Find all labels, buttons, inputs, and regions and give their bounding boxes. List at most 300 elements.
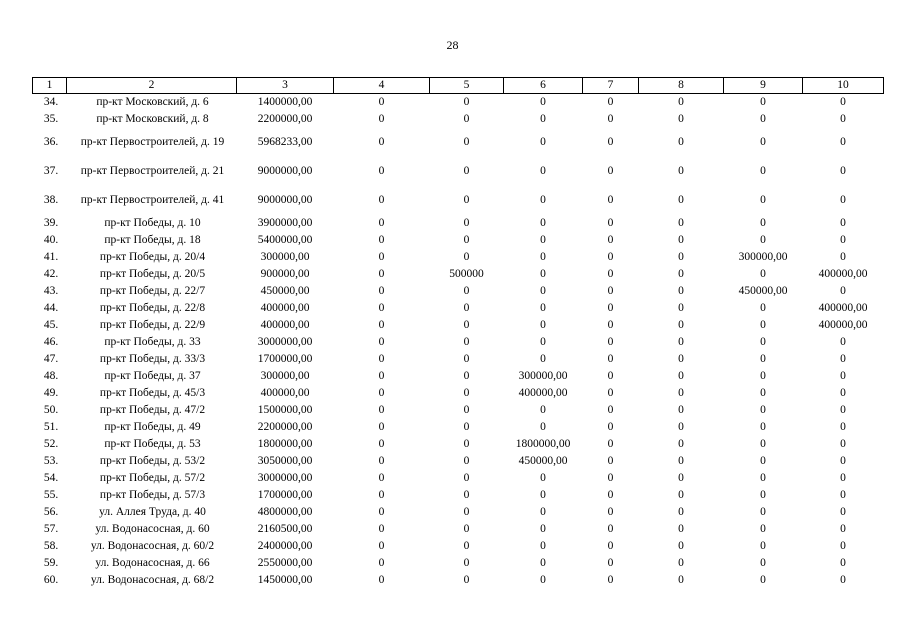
cell-col-6: 0: [540, 336, 546, 348]
cell-row-number: 55.: [43, 489, 59, 501]
cell-col-5: 0: [463, 523, 470, 535]
cell-col-5: 0: [463, 421, 470, 433]
cell-col-5: 0: [463, 370, 470, 382]
cell-col-8: 0: [678, 165, 684, 177]
table-row: [33, 232, 884, 249]
cell-amount: 400000,00: [260, 319, 310, 331]
cell-col-7: 0: [607, 489, 614, 501]
cell-col-9: 0: [760, 387, 766, 399]
cell-col-10: 0: [840, 336, 846, 348]
column-header: 7: [583, 78, 639, 94]
cell-col-8: 0: [678, 438, 684, 450]
cell-address: пр-кт Победы, д. 53: [104, 438, 201, 450]
cell-col-7: 0: [607, 302, 614, 314]
cell-amount: 1450000,00: [257, 574, 313, 586]
cell-col-8: 0: [678, 285, 684, 297]
cell-col-6: 0: [540, 217, 546, 229]
cell-col-8: 0: [678, 234, 684, 246]
cell-col-9: 450000,00: [738, 285, 788, 297]
cell-col-7: 0: [607, 268, 614, 280]
cell-col-9: 0: [760, 523, 766, 535]
cell-col-6: 0: [540, 234, 546, 246]
cell-col-4: 0: [378, 234, 385, 246]
cell-col-7: 0: [607, 136, 614, 148]
cell-col-6: 300000,00: [518, 370, 568, 382]
cell-address: пр-кт Московский, д. 8: [96, 113, 209, 125]
cell-col-4: 0: [378, 489, 385, 501]
table-row: [33, 334, 884, 351]
cell-col-7: 0: [607, 113, 614, 125]
cell-col-7: 0: [607, 472, 614, 484]
cell-col-9: 0: [760, 268, 766, 280]
cell-col-5: 0: [463, 234, 470, 246]
cell-col-4: 0: [378, 506, 385, 518]
cell-address: пр-кт Московский, д. 6: [96, 96, 209, 108]
table-row: [33, 453, 884, 470]
cell-row-number: 34.: [43, 96, 59, 108]
cell-col-10: 0: [840, 506, 846, 518]
cell-col-4: 0: [378, 557, 385, 569]
table-row: [33, 128, 884, 157]
cell-col-10: 0: [840, 165, 846, 177]
cell-col-5: 0: [463, 353, 470, 365]
cell-col-4: 0: [378, 302, 385, 314]
cell-col-5: 0: [463, 336, 470, 348]
cell-col-4: 0: [378, 353, 385, 365]
cell-col-6: 0: [540, 285, 546, 297]
cell-col-4: 0: [378, 404, 385, 416]
cell-amount: 450000,00: [260, 285, 310, 297]
cell-col-8: 0: [678, 194, 684, 206]
cell-address: ул. Водонасосная, д. 68/2: [90, 574, 215, 586]
cell-col-5: 0: [463, 489, 470, 501]
cell-address: пр-кт Победы, д. 10: [104, 217, 201, 229]
cell-col-10: 0: [840, 489, 846, 501]
cell-col-7: 0: [607, 557, 614, 569]
cell-col-6: 0: [540, 540, 546, 552]
cell-amount: 3000000,00: [257, 336, 313, 348]
cell-row-number: 46.: [43, 336, 59, 348]
cell-col-6: 0: [540, 421, 546, 433]
cell-col-6: 0: [540, 251, 546, 263]
table-row: [33, 402, 884, 419]
cell-col-6: 0: [540, 489, 546, 501]
cell-row-number: 58.: [43, 540, 59, 552]
cell-col-9: 0: [760, 165, 766, 177]
cell-address: пр-кт Победы, д. 18: [104, 234, 201, 246]
cell-col-6: 0: [540, 319, 546, 331]
cell-row-number: 41.: [43, 251, 59, 263]
cell-col-10: 0: [840, 353, 846, 365]
cell-col-8: 0: [678, 523, 684, 535]
cell-col-6: 0: [540, 165, 546, 177]
cell-col-10: 0: [840, 113, 846, 125]
table-row: [33, 94, 884, 112]
cell-col-4: 0: [378, 336, 385, 348]
cell-col-6: 1800000,00: [515, 438, 571, 450]
cell-col-5: 0: [463, 217, 470, 229]
cell-col-8: 0: [678, 336, 684, 348]
cell-address: пр-кт Победы, д. 57/2: [99, 472, 206, 484]
table-row: [33, 487, 884, 504]
cell-col-5: 0: [463, 194, 470, 206]
column-header: 3: [237, 78, 334, 94]
cell-col-4: 0: [378, 285, 385, 297]
cell-row-number: 50.: [43, 404, 59, 416]
cell-col-8: 0: [678, 217, 684, 229]
cell-col-9: 0: [760, 506, 766, 518]
cell-row-number: 38.: [43, 194, 59, 206]
table-row: [33, 283, 884, 300]
cell-amount: 4800000,00: [257, 506, 313, 518]
cell-col-7: 0: [607, 404, 614, 416]
table-row: [33, 470, 884, 487]
cell-col-4: 0: [378, 455, 385, 467]
cell-row-number: 51.: [43, 421, 59, 433]
cell-col-5: 0: [463, 574, 470, 586]
cell-row-number: 39.: [43, 217, 59, 229]
cell-col-4: 0: [378, 472, 385, 484]
cell-col-7: 0: [607, 336, 614, 348]
cell-col-4: 0: [378, 96, 385, 108]
cell-col-10: 400000,00: [818, 302, 868, 314]
cell-row-number: 45.: [43, 319, 59, 331]
cell-col-7: 0: [607, 506, 614, 518]
cell-col-9: 0: [760, 472, 766, 484]
cell-col-7: 0: [607, 251, 614, 263]
cell-row-number: 60.: [43, 574, 59, 586]
cell-address: пр-кт Победы, д. 20/4: [99, 251, 206, 263]
cell-col-10: 0: [840, 421, 846, 433]
cell-row-number: 44.: [43, 302, 59, 314]
cell-amount: 2400000,00: [257, 540, 313, 552]
cell-amount: 9000000,00: [257, 194, 313, 206]
cell-col-7: 0: [607, 455, 614, 467]
cell-col-8: 0: [678, 370, 684, 382]
cell-col-5: 0: [463, 319, 470, 331]
cell-col-6: 0: [540, 557, 546, 569]
cell-col-10: 0: [840, 523, 846, 535]
cell-row-number: 36.: [43, 136, 59, 148]
table-row: [33, 385, 884, 402]
cell-col-10: 400000,00: [818, 319, 868, 331]
cell-row-number: 53.: [43, 455, 59, 467]
column-header: 4: [334, 78, 430, 94]
cell-col-7: 0: [607, 387, 614, 399]
cell-col-10: 0: [840, 285, 846, 297]
cell-col-5: 0: [463, 251, 470, 263]
cell-col-9: 0: [760, 136, 766, 148]
cell-amount: 2200000,00: [257, 113, 313, 125]
cell-col-4: 0: [378, 319, 385, 331]
cell-address: пр-кт Победы, д. 37: [104, 370, 201, 382]
table-row: [33, 317, 884, 334]
cell-address: пр-кт Победы, д. 33/3: [99, 353, 206, 365]
table-row: [33, 186, 884, 215]
cell-col-5: 0: [463, 165, 470, 177]
cell-amount: 3000000,00: [257, 472, 313, 484]
table-row: [33, 300, 884, 317]
cell-address: ул. Водонасосная, д. 60: [95, 523, 210, 535]
cell-address: пр-кт Победы, д. 49: [104, 421, 201, 433]
cell-col-7: 0: [607, 353, 614, 365]
table-row: [33, 111, 884, 128]
cell-col-9: 0: [760, 96, 766, 108]
cell-col-6: 0: [540, 113, 546, 125]
cell-col-4: 0: [378, 540, 385, 552]
cell-col-6: 0: [540, 353, 546, 365]
cell-col-8: 0: [678, 574, 684, 586]
column-header: 1: [33, 78, 67, 94]
cell-col-4: 0: [378, 438, 385, 450]
header-row: [33, 78, 884, 94]
cell-col-9: 0: [760, 353, 766, 365]
cell-col-5: 500000: [449, 268, 484, 280]
cell-address: пр-кт Победы, д. 22/7: [99, 285, 206, 297]
cell-col-10: 0: [840, 96, 846, 108]
cell-row-number: 43.: [43, 285, 59, 297]
cell-col-10: 0: [840, 217, 846, 229]
cell-col-8: 0: [678, 113, 684, 125]
cell-col-4: 0: [378, 268, 385, 280]
cell-col-4: 0: [378, 574, 385, 586]
cell-col-9: 0: [760, 194, 766, 206]
cell-col-6: 0: [540, 136, 546, 148]
cell-col-9: 0: [760, 336, 766, 348]
cell-row-number: 47.: [43, 353, 59, 365]
cell-col-7: 0: [607, 165, 614, 177]
cell-address: пр-кт Победы, д. 33: [104, 336, 201, 348]
column-header: 10: [803, 78, 884, 94]
cell-col-6: 450000,00: [518, 455, 568, 467]
cell-col-7: 0: [607, 319, 614, 331]
cell-col-10: 0: [840, 557, 846, 569]
cell-row-number: 35.: [43, 113, 59, 125]
cell-col-9: 0: [760, 404, 766, 416]
cell-col-7: 0: [607, 421, 614, 433]
cell-address: ул. Водонасосная, д. 66: [95, 557, 210, 569]
cell-col-9: 0: [760, 438, 766, 450]
cell-col-5: 0: [463, 557, 470, 569]
cell-address: пр-кт Первостроителей, д. 19: [80, 136, 225, 148]
cell-col-5: 0: [463, 302, 470, 314]
cell-col-10: 0: [840, 251, 846, 263]
cell-col-6: 400000,00: [518, 387, 568, 399]
cell-col-8: 0: [678, 506, 684, 518]
cell-col-6: 0: [540, 574, 546, 586]
page-number: 28: [446, 38, 459, 52]
cell-address: пр-кт Победы, д. 22/8: [99, 302, 206, 314]
cell-amount: 900000,00: [260, 268, 310, 280]
cell-col-5: 0: [463, 113, 470, 125]
cell-col-4: 0: [378, 217, 385, 229]
table-row: [33, 504, 884, 521]
cell-col-10: 0: [840, 194, 846, 206]
cell-amount: 3050000,00: [257, 455, 313, 467]
cell-address: пр-кт Первостроителей, д. 21: [80, 165, 225, 177]
cell-amount: 9000000,00: [257, 165, 313, 177]
cell-amount: 1700000,00: [257, 489, 313, 501]
cell-col-8: 0: [678, 455, 684, 467]
cell-col-6: 0: [540, 96, 546, 108]
cell-col-7: 0: [607, 438, 614, 450]
cell-col-8: 0: [678, 302, 684, 314]
cell-address: пр-кт Первостроителей, д. 41: [80, 194, 225, 206]
cell-amount: 3900000,00: [257, 217, 313, 229]
cell-amount: 300000,00: [260, 370, 310, 382]
cell-col-6: 0: [540, 268, 546, 280]
cell-col-7: 0: [607, 285, 614, 297]
table-row: [33, 368, 884, 385]
cell-col-7: 0: [607, 574, 614, 586]
cell-col-7: 0: [607, 96, 614, 108]
column-header: 5: [430, 78, 504, 94]
cell-amount: 2550000,00: [257, 557, 313, 569]
cell-col-6: 0: [540, 404, 546, 416]
table-row: [33, 555, 884, 572]
cell-address: пр-кт Победы, д. 45/3: [99, 387, 206, 399]
cell-row-number: 57.: [43, 523, 59, 535]
cell-col-10: 0: [840, 136, 846, 148]
cell-col-6: 0: [540, 472, 546, 484]
column-header: 6: [504, 78, 583, 94]
cell-col-8: 0: [678, 96, 684, 108]
cell-col-7: 0: [607, 540, 614, 552]
cell-col-8: 0: [678, 387, 684, 399]
cell-col-9: 0: [760, 557, 766, 569]
cell-col-10: 0: [840, 472, 846, 484]
cell-col-8: 0: [678, 404, 684, 416]
cell-row-number: 48.: [43, 370, 59, 382]
cell-col-9: 0: [760, 319, 766, 331]
cell-col-7: 0: [607, 370, 614, 382]
column-header: 8: [639, 78, 724, 94]
cell-amount: 2200000,00: [257, 421, 313, 433]
cell-col-8: 0: [678, 268, 684, 280]
cell-col-10: 0: [840, 387, 846, 399]
cell-col-4: 0: [378, 194, 385, 206]
cell-col-10: 0: [840, 438, 846, 450]
cell-address: пр-кт Победы, д. 57/3: [99, 489, 206, 501]
column-header: 9: [724, 78, 803, 94]
cell-amount: 1800000,00: [257, 438, 313, 450]
cell-col-8: 0: [678, 319, 684, 331]
cell-col-5: 0: [463, 540, 470, 552]
cell-col-5: 0: [463, 387, 470, 399]
cell-col-6: 0: [540, 302, 546, 314]
cell-col-9: 0: [760, 302, 766, 314]
cell-col-7: 0: [607, 234, 614, 246]
cell-address: ул. Водонасосная, д. 60/2: [90, 540, 215, 552]
cell-col-8: 0: [678, 421, 684, 433]
table-row: [33, 521, 884, 538]
cell-col-4: 0: [378, 165, 385, 177]
cell-col-6: 0: [540, 194, 546, 206]
table-row: [33, 572, 884, 589]
cell-col-4: 0: [378, 523, 385, 535]
cell-col-9: 0: [760, 540, 766, 552]
cell-col-10: 0: [840, 455, 846, 467]
column-header: 2: [67, 78, 237, 94]
cell-col-4: 0: [378, 370, 385, 382]
cell-row-number: 40.: [43, 234, 59, 246]
cell-address: пр-кт Победы, д. 22/9: [99, 319, 206, 331]
table-row: [33, 266, 884, 283]
cell-address: ул. Аллея Труда, д. 40: [99, 506, 206, 518]
cell-amount: 400000,00: [260, 387, 310, 399]
cell-amount: 400000,00: [260, 302, 310, 314]
registry-table: [32, 77, 884, 589]
table-row: [33, 538, 884, 555]
cell-col-7: 0: [607, 194, 614, 206]
table-row: [33, 215, 884, 232]
cell-col-4: 0: [378, 251, 385, 263]
cell-col-8: 0: [678, 489, 684, 501]
cell-row-number: 37.: [43, 165, 59, 177]
table-row: [33, 436, 884, 453]
cell-col-4: 0: [378, 113, 385, 125]
cell-amount: 1700000,00: [257, 353, 313, 365]
cell-col-9: 300000,00: [738, 251, 788, 263]
cell-col-8: 0: [678, 557, 684, 569]
cell-col-8: 0: [678, 472, 684, 484]
cell-amount: 5968233,00: [257, 136, 313, 148]
cell-col-6: 0: [540, 506, 546, 518]
cell-col-5: 0: [463, 438, 470, 450]
cell-row-number: 49.: [43, 387, 59, 399]
cell-col-4: 0: [378, 136, 385, 148]
cell-row-number: 42.: [43, 268, 59, 280]
cell-address: пр-кт Победы, д. 20/5: [99, 268, 206, 280]
cell-col-7: 0: [607, 523, 614, 535]
cell-col-9: 0: [760, 113, 766, 125]
cell-col-8: 0: [678, 251, 684, 263]
table-row: [33, 249, 884, 266]
cell-amount: 5400000,00: [257, 234, 313, 246]
cell-col-9: 0: [760, 217, 766, 229]
cell-row-number: 56.: [43, 506, 59, 518]
cell-col-10: 400000,00: [818, 268, 868, 280]
cell-col-9: 0: [760, 574, 766, 586]
cell-col-9: 0: [760, 455, 766, 467]
cell-col-9: 0: [760, 421, 766, 433]
cell-col-5: 0: [463, 455, 470, 467]
cell-amount: 300000,00: [260, 251, 310, 263]
cell-col-5: 0: [463, 472, 470, 484]
cell-col-5: 0: [463, 404, 470, 416]
cell-col-9: 0: [760, 234, 766, 246]
cell-col-10: 0: [840, 234, 846, 246]
cell-address: пр-кт Победы, д. 47/2: [99, 404, 206, 416]
cell-col-5: 0: [463, 96, 470, 108]
cell-row-number: 54.: [43, 472, 59, 484]
cell-amount: 1500000,00: [257, 404, 313, 416]
cell-col-5: 0: [463, 136, 470, 148]
cell-col-10: 0: [840, 574, 846, 586]
cell-col-10: 0: [840, 370, 846, 382]
cell-col-5: 0: [463, 506, 470, 518]
cell-col-8: 0: [678, 136, 684, 148]
cell-col-4: 0: [378, 421, 385, 433]
table-row: [33, 351, 884, 368]
cell-row-number: 52.: [43, 438, 59, 450]
cell-col-8: 0: [678, 353, 684, 365]
table-row: [33, 419, 884, 436]
cell-col-10: 0: [840, 540, 846, 552]
cell-amount: 1400000,00: [257, 96, 313, 108]
cell-col-7: 0: [607, 217, 614, 229]
cell-amount: 2160500,00: [257, 523, 313, 535]
